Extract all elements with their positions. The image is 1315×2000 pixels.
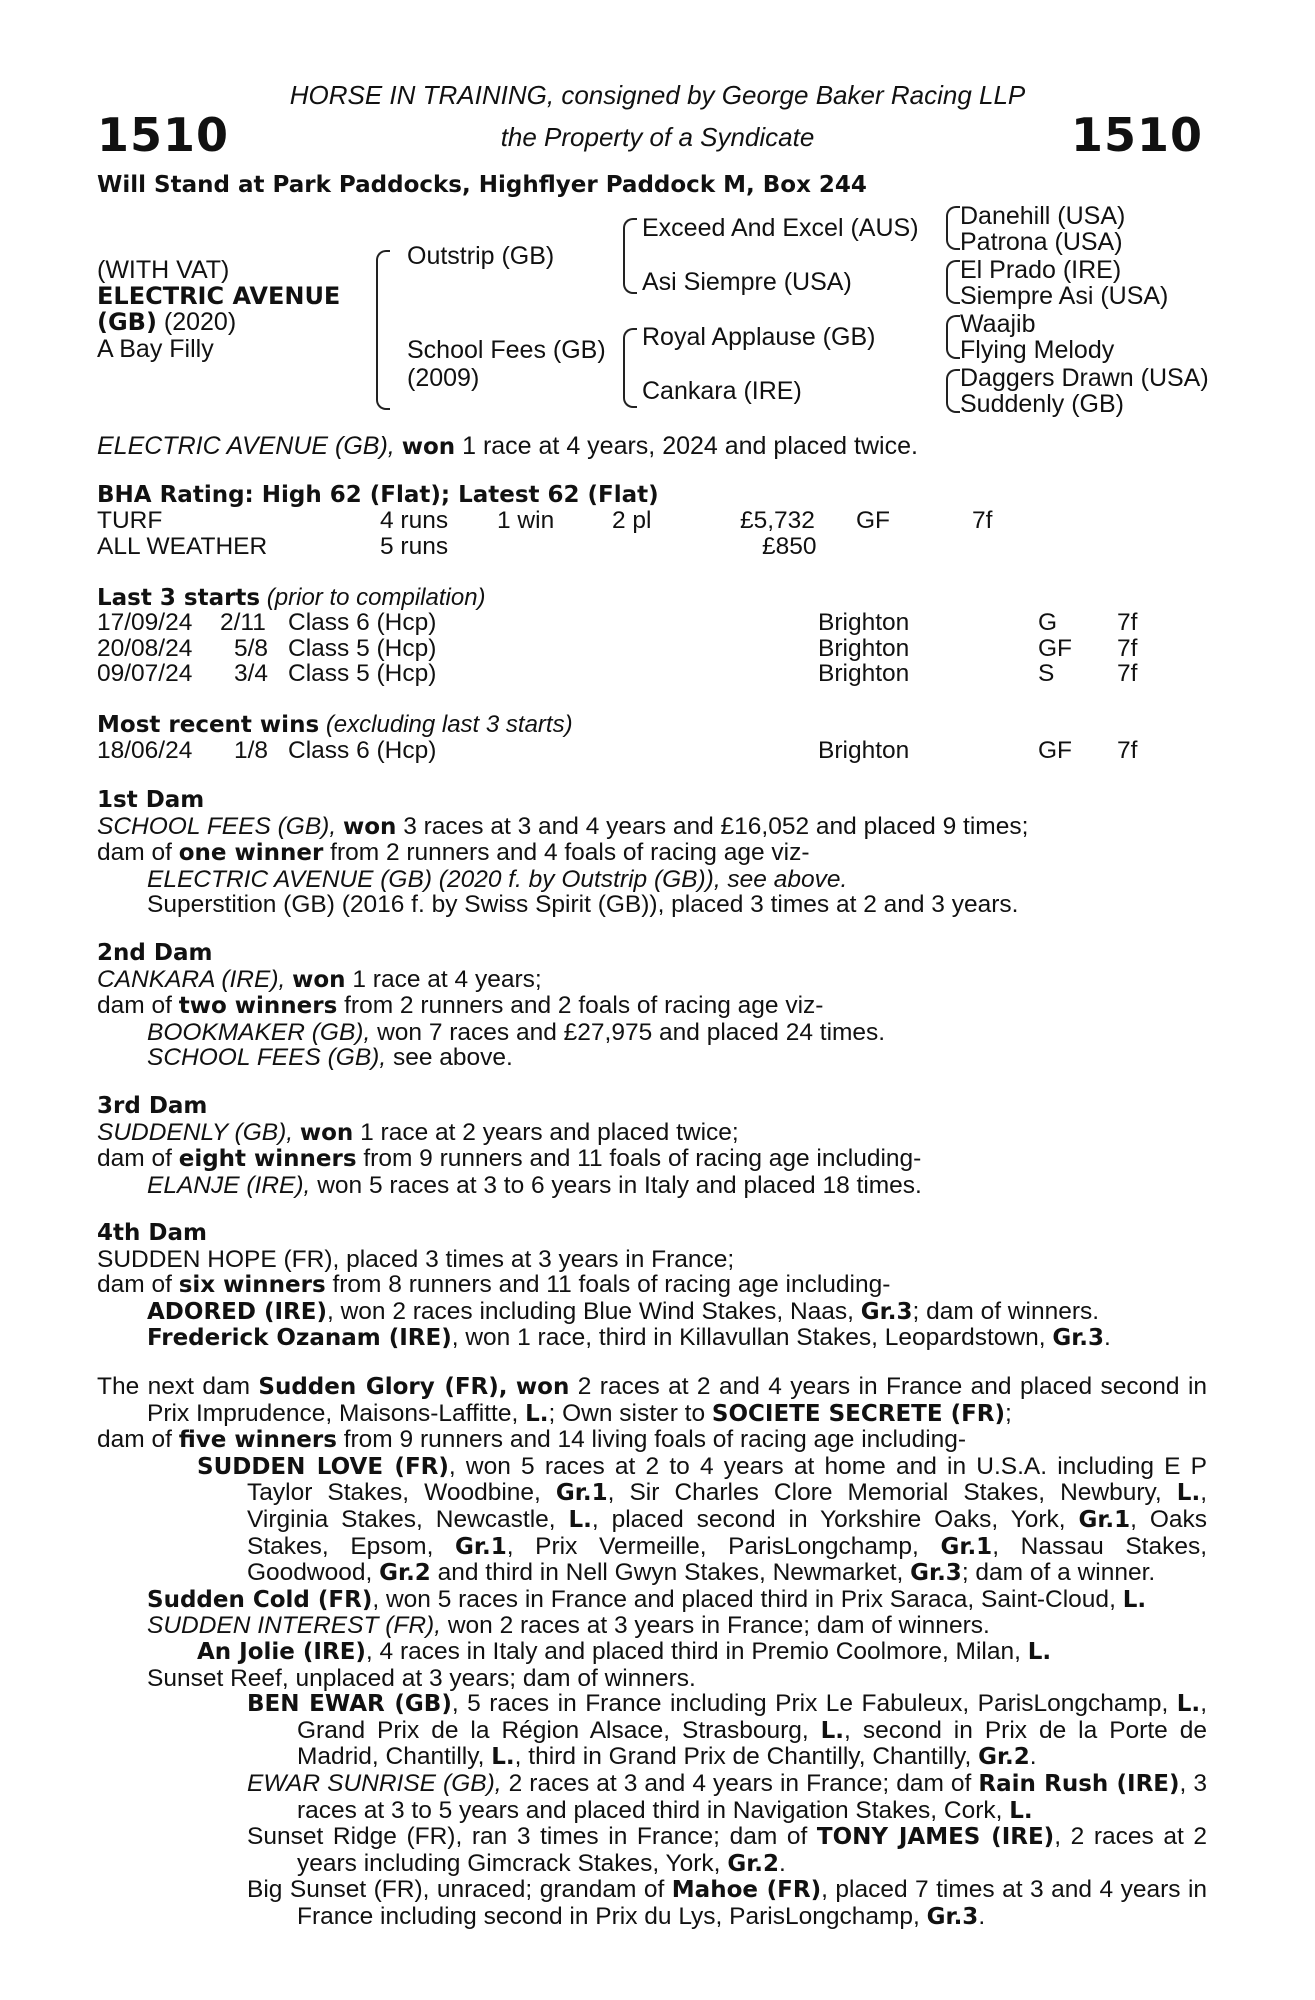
- turf-going: GF: [856, 507, 891, 534]
- pedigree-brace-dam: [623, 328, 637, 408]
- dam: School Fees (GB): [407, 336, 606, 364]
- ben-ewar: BEN EWAR (GB), 5 races in France including Prix Le Fabuleux, ParisLongchamp, L., Grand Prix de la Région Alsace, Strasbourg, L., second in Prix de la Porte de Madrid, Chantilly, L., third in Grand Prix de Chantilly, Chantilly, Gr.2.: [247, 1690, 1207, 1771]
- last3-course-3: Brighton: [818, 660, 910, 687]
- first-dam-heading: 1st Dam: [97, 787, 205, 813]
- pedigree-brace-sd: [946, 260, 960, 304]
- fourth-dam-foal-2: Frederick Ozanam (IRE), won 1 race, third in Killavullan Stakes, Leopardstown, Gr.3.: [147, 1324, 1111, 1352]
- third-dam-line-2: dam of eight winners from 9 runners and 11 foals of racing age including-: [97, 1145, 922, 1173]
- last3-dist-2: 7f: [1117, 635, 1138, 662]
- recent-going-1: GF: [1038, 737, 1073, 764]
- dam-year: (2009): [407, 364, 480, 392]
- last3-dist-1: 7f: [1117, 609, 1138, 636]
- last3-heading: Last 3 starts (prior to compilation): [97, 584, 486, 611]
- second-dam-section: [97, 941, 1207, 1071]
- fourth-dam-section: [97, 1221, 1207, 1352]
- pedigree-brace-ds: [946, 315, 960, 359]
- turf-label: TURF: [97, 507, 163, 534]
- big-sunset: Big Sunset (FR), unraced; grandam of Mahoe (FR), placed 7 times at 3 and 4 years in France including second in Prix du Lys, ParisLongchamp, Gr.3.: [247, 1876, 1208, 1930]
- last3-course-1: Brighton: [818, 609, 910, 636]
- sire: Outstrip (GB): [407, 242, 555, 270]
- second-dam-heading: 2nd Dam: [97, 940, 213, 966]
- fourth-dam-line-1: SUDDEN HOPE (FR), placed 3 times at 3 years in France;: [97, 1245, 735, 1273]
- turf-runs: 4 runs: [380, 507, 449, 534]
- next-dam-produce: dam of five winners from 9 runners and 14 living foals of racing age including-: [97, 1426, 967, 1454]
- sire-sire-sire: Danehill (USA): [960, 202, 1126, 230]
- last3-class-2: Class 5 (Hcp): [288, 635, 437, 662]
- recent-course-1: Brighton: [818, 737, 910, 764]
- fourth-dam-line-2: dam of six winners from 8 runners and 11 foals of racing age including-: [97, 1271, 891, 1299]
- sire-dam-dam: Siempre Asi (USA): [960, 282, 1169, 310]
- turf-wins: 1 win: [497, 507, 555, 534]
- last3-pos-1: 2/11: [220, 609, 266, 636]
- dam-sire: Royal Applause (GB): [642, 323, 876, 351]
- last3-going-1: G: [1038, 609, 1058, 636]
- sire-sire-dam: Patrona (USA): [960, 228, 1123, 256]
- last3-pos-2: 5/8: [234, 635, 269, 662]
- last3-going-3: S: [1038, 660, 1055, 687]
- recent-dist-1: 7f: [1117, 737, 1138, 764]
- an-jolie: An Jolie (IRE), 4 races in Italy and placed third in Premio Coolmore, Milan, L.: [197, 1637, 1052, 1665]
- pedigree-brace-dd: [946, 369, 960, 413]
- sudden-love: SUDDEN LOVE (FR), won 5 races at 2 to 4 years at home and in U.S.A. including E P Taylor Stakes, Woodbine, Gr.1, Sir Charles Clore Memorial Stakes, Newbury, L., Virginia Stakes, Newcastle, L., placed second in Yorkshire Oaks, York, Gr.1, Oaks Stakes, Epsom, Gr.1, Prix Vermeille, ParisLongchamp, Gr.1, Nassau Stakes, Goodwood, Gr.2 and third in Nell Gwyn Stakes, Newmarket, Gr.3; dam of a winner.: [197, 1452, 1208, 1587]
- third-dam-line-1: SUDDENLY (GB), won 1 race at 2 years and placed twice;: [97, 1118, 739, 1146]
- dam-sire-dam: Flying Melody: [960, 336, 1115, 364]
- stand-location: Will Stand at Park Paddocks, Highflyer Paddock M, Box 244: [97, 172, 867, 198]
- dam-dam: Cankara (IRE): [642, 377, 802, 405]
- next-dam-intro: The next dam Sudden Glory (FR), won 2 races at 2 and 4 years in France and placed second in Prix Imprudence, Maisons-Laffitte, L.; Own sister to SOCIETE SECRETE (FR);: [97, 1373, 1208, 1427]
- sire-dam: Asi Siempre (USA): [642, 268, 852, 296]
- dam-sire-sire: Waajib: [960, 310, 1036, 338]
- sire-dam-sire: El Prado (IRE): [960, 256, 1122, 284]
- first-dam-foal-2: Superstition (GB) (2016 f. by Swiss Spirit (GB)), placed 3 times at 2 and 3 years.: [147, 891, 1019, 919]
- lot-number-right: 1510: [1070, 108, 1203, 162]
- horse-origin-year: (GB) (2020): [97, 308, 237, 336]
- recent-class-1: Class 6 (Hcp): [288, 737, 437, 764]
- next-dam-section: [97, 1374, 1207, 1930]
- third-dam-section: [97, 1094, 1207, 1198]
- last3-dist-3: 7f: [1117, 660, 1138, 687]
- sudden-interest: SUDDEN INTEREST (FR), won 2 races at 3 years in France; dam of winners.: [147, 1612, 990, 1640]
- first-dam-foal-1: ELECTRIC AVENUE (GB) (2020 f. by Outstrip (GB)), see above.: [147, 865, 848, 893]
- sire-sire: Exceed And Excel (AUS): [642, 214, 919, 242]
- bha-rating: BHA Rating: High 62 (Flat); Latest 62 (Flat): [97, 482, 659, 508]
- last3-class-3: Class 5 (Hcp): [288, 660, 437, 687]
- turf-distance: 7f: [972, 507, 993, 534]
- ewar-sunrise: EWAR SUNRISE (GB), 2 races at 3 and 4 years in France; dam of Rain Rush (IRE), 3 races at 3 to 5 years and placed third in Navigation Stakes, Cork, L.: [247, 1769, 1207, 1824]
- turf-placed: 2 pl: [612, 507, 652, 534]
- last3-date-2: 20/08/24: [97, 635, 193, 662]
- first-dam-line-1: SCHOOL FEES (GB), won 3 races at 3 and 4 years and £16,052 and placed 9 times;: [97, 812, 1029, 840]
- first-dam-section: [97, 788, 1207, 918]
- sudden-cold: Sudden Cold (FR), won 5 races in France and placed third in Prix Saraca, Saint-Cloud, L.: [147, 1585, 1147, 1613]
- recent-heading: Most recent wins (excluding last 3 starts): [97, 711, 573, 738]
- third-dam-foal-1: ELANJE (IRE), won 5 races at 3 to 6 years in Italy and placed 18 times.: [147, 1171, 922, 1199]
- consignor-line: HORSE IN TRAINING, consigned by George Baker Racing LLP: [289, 80, 1026, 110]
- second-dam-foal-2: SCHOOL FEES (GB), see above.: [147, 1044, 513, 1072]
- aw-label: ALL WEATHER: [97, 533, 268, 560]
- dam-dam-dam: Suddenly (GB): [960, 390, 1124, 418]
- pedigree-brace-main: [376, 250, 390, 410]
- last3-class-1: Class 6 (Hcp): [288, 609, 437, 636]
- lot-number-left: 1510: [97, 108, 230, 162]
- vat-note: (WITH VAT): [97, 256, 230, 284]
- last3-date-1: 17/09/24: [97, 609, 193, 636]
- last3-course-2: Brighton: [818, 635, 910, 662]
- horse-name: ELECTRIC AVENUE: [97, 282, 341, 310]
- sunset-ridge: Sunset Ridge (FR), ran 3 times in France; dam of TONY JAMES (IRE), 2 races at 2 years including Gimcrack Stakes, York, Gr.2.: [247, 1823, 1207, 1877]
- fourth-dam-heading: 4th Dam: [97, 1220, 207, 1246]
- last3-going-2: GF: [1038, 635, 1073, 662]
- aw-runs: 5 runs: [380, 533, 449, 560]
- fourth-dam-foal-1: ADORED (IRE), won 2 races including Blue Wind Stakes, Naas, Gr.3; dam of winners.: [147, 1297, 1100, 1325]
- third-dam-heading: 3rd Dam: [97, 1093, 208, 1119]
- horse-description: A Bay Filly: [97, 335, 214, 363]
- second-dam-line-1: CANKARA (IRE), won 1 race at 4 years;: [97, 965, 542, 993]
- recent-pos-1: 1/8: [234, 737, 269, 764]
- property-line: the Property of a Syndicate: [500, 122, 815, 152]
- second-dam-foal-1: BOOKMAKER (GB), won 7 races and £27,975 and placed 24 times.: [147, 1018, 886, 1046]
- last3-date-3: 09/07/24: [97, 660, 193, 687]
- pedigree-brace-sire: [623, 218, 637, 294]
- dam-dam-sire: Daggers Drawn (USA): [960, 364, 1209, 392]
- aw-prize: £850: [762, 533, 817, 560]
- last3-pos-3: 3/4: [234, 660, 269, 687]
- turf-prize: £5,732: [740, 507, 815, 534]
- sunset-reef: Sunset Reef, unplaced at 3 years; dam of winners.: [147, 1664, 696, 1692]
- recent-date-1: 18/06/24: [97, 737, 193, 764]
- first-dam-line-2: dam of one winner from 2 runners and 4 foals of racing age viz-: [97, 839, 810, 867]
- second-dam-line-2: dam of two winners from 2 runners and 2 foals of racing age viz-: [97, 992, 824, 1020]
- pedigree-brace-ss: [946, 206, 960, 250]
- race-summary: ELECTRIC AVENUE (GB), won 1 race at 4 years, 2024 and placed twice.: [97, 432, 918, 460]
